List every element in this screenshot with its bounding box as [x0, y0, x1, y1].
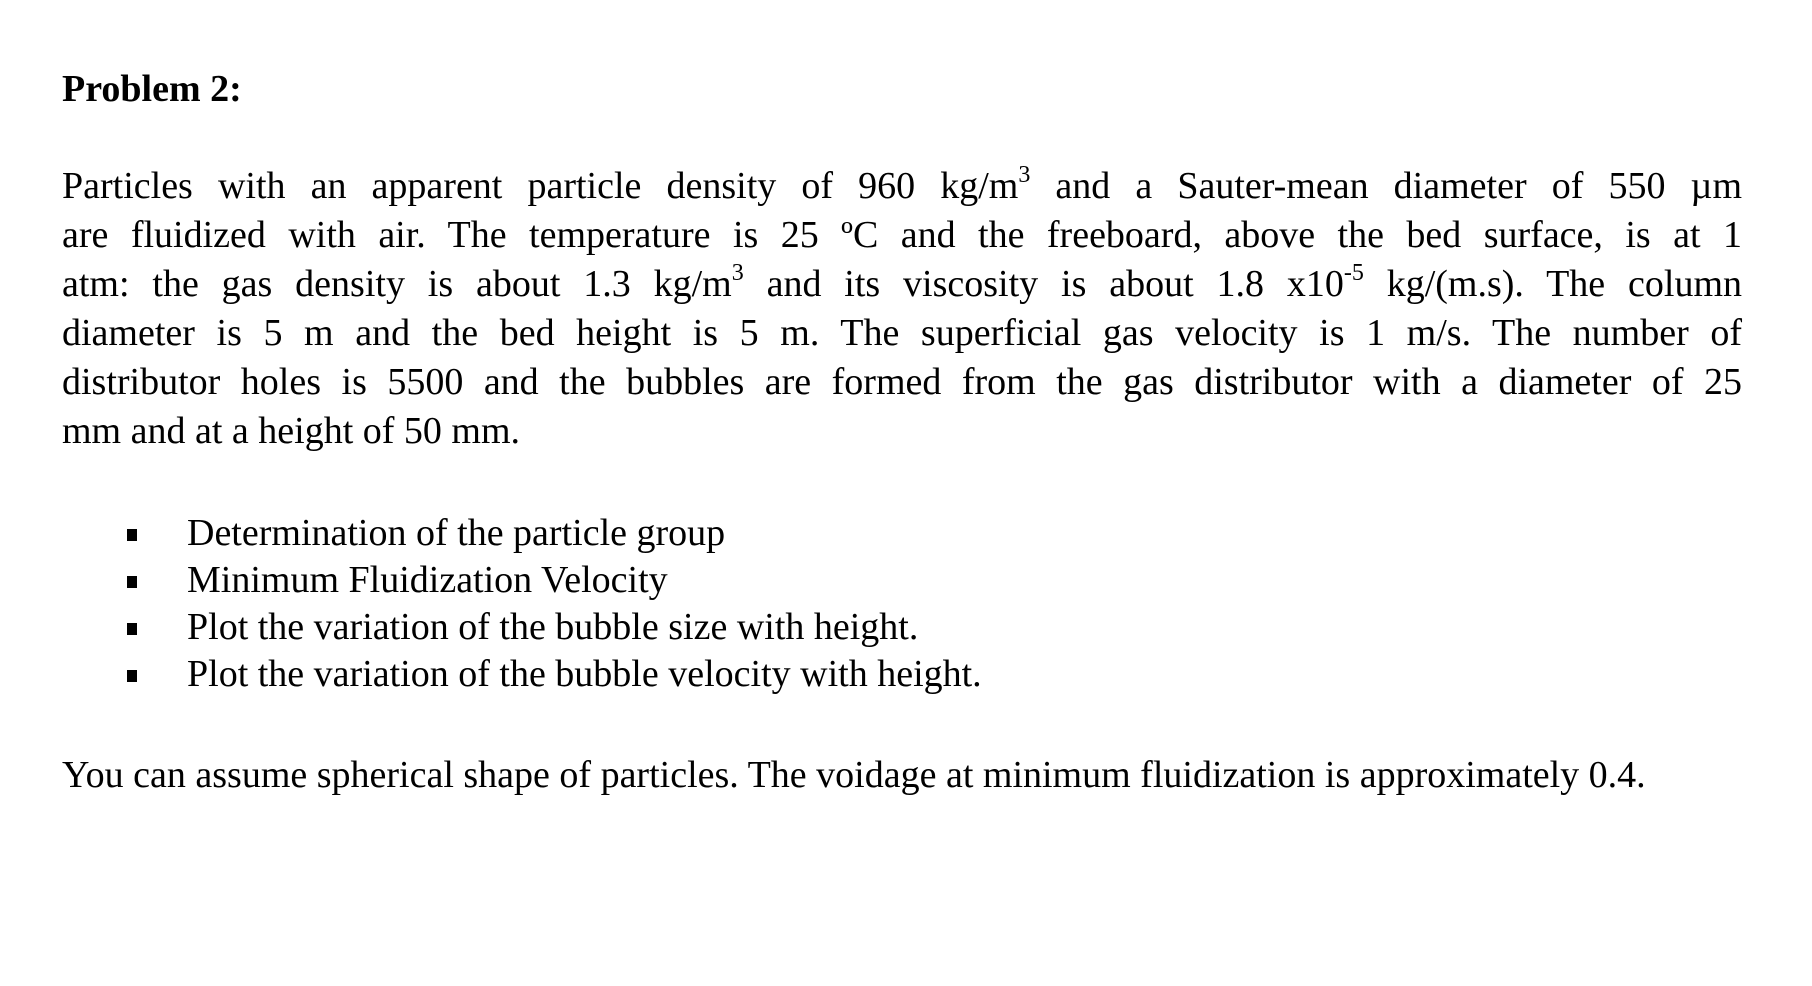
list-item: Plot the variation of the bubble size with height.	[127, 604, 982, 651]
list-item: Minimum Fluidization Velocity	[127, 557, 982, 604]
list-item: Determination of the particle group	[127, 510, 982, 557]
square-bullet-icon	[127, 576, 137, 588]
problem-title: Problem 2:	[62, 68, 242, 110]
statement-line-2: are fluidized with air. The temperature is 25 ºC and the freeboard, above the bed surface, is at 1	[62, 214, 1742, 256]
statement-line-6: mm and at a height of 50 mm.	[62, 410, 521, 452]
statement-line-4: diameter is 5 m and the bed height is 5 m. The superficial gas velocity is 1 m/s. The number of	[62, 312, 1742, 354]
statement-line-3: atm: the gas density is about 1.3 $kg/m^3$ and its viscosity is about 1.8 $x10^{-5}$ kg/(m.s). The column	[62, 260, 1742, 305]
square-bullet-icon	[127, 670, 137, 682]
statement-line-1: Particles with an apparent particle density of 960 $kg/m^3$ and a Sauter-mean diameter of 550 µm	[62, 162, 1743, 207]
task-list	[127, 510, 982, 698]
problem-statement	[62, 162, 1742, 456]
assumption-note: You can assume spherical shape of particles. The voidage at minimum fluidization is approximately 0.4.	[62, 754, 1646, 796]
list-item: Plot the variation of the bubble velocity with height.	[127, 651, 982, 698]
square-bullet-icon	[127, 529, 137, 541]
statement-line-5: distributor holes is 5500 and the bubbles are formed from the gas distributor with a diameter of 25	[62, 361, 1742, 403]
square-bullet-icon	[127, 623, 137, 635]
